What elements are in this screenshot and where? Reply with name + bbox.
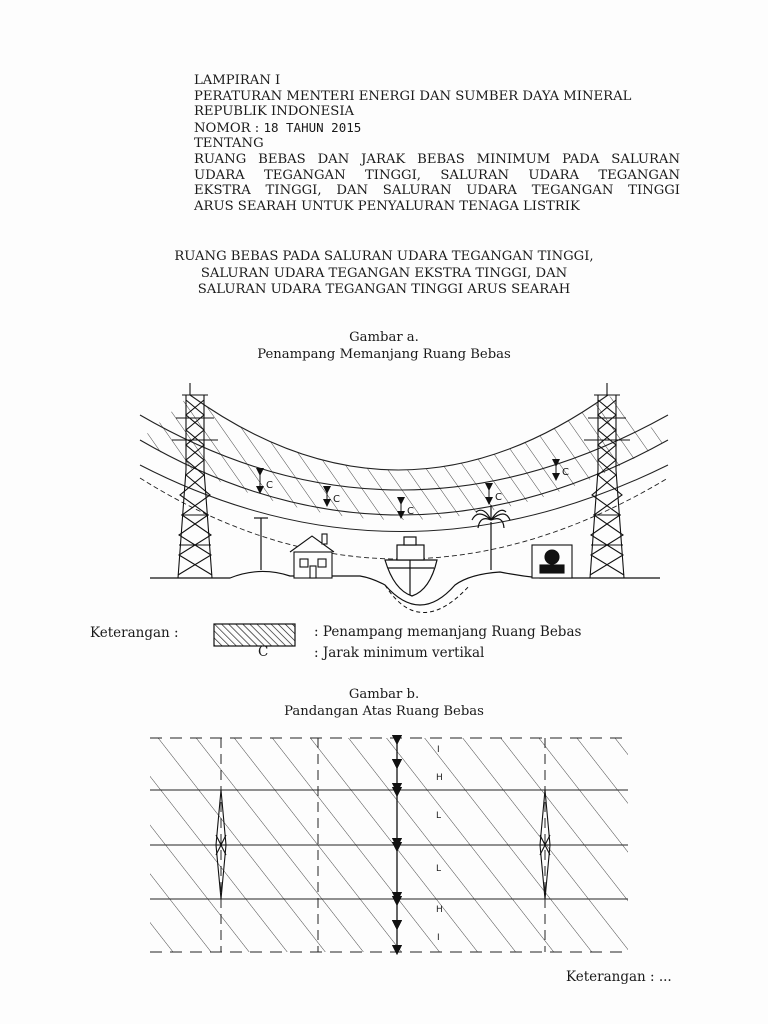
dim-label-3: L [436,811,442,821]
dim-label-6: I [437,933,440,943]
subject-line-3: EKSTRA TINGGI, DAN SALURAN UDARA TEGANGAN TINGGI [194,183,680,199]
header-line-1: LAMPIRAN I [194,73,281,88]
legend-hatch-desc: : Penampang memanjang Ruang Bebas [314,624,582,640]
legend-c-symbol: C [258,644,269,660]
header-line-2: PERATURAN MENTERI ENERGI DAN SUMBER DAYA MINERAL [194,88,632,104]
palm-tree-icon [472,505,510,570]
figure-b-label: Gambar b. [348,687,420,702]
legend-hatch-swatch [214,624,295,646]
title-line-1: RUANG BEBAS PADA SALURAN UDARA TEGANGAN TINGGI, [174,249,594,264]
c-label-5: C [562,467,569,478]
legend-label: Keterangan : [90,625,179,641]
dim-label-1: I [437,745,440,755]
figure-a-label: Gambar a. [349,330,419,345]
title-line-3: SALURAN UDARA TEGANGAN TINGGI ARUS SEARAH [197,282,571,297]
header-line-3: REPUBLIK INDONESIA [194,104,355,120]
figure-b-drawing [150,738,628,952]
footer-keterangan: Keterangan : ... [566,969,672,985]
clearance-band [140,395,668,520]
c-label-3: C [407,506,414,517]
train-icon [532,545,572,578]
figure-a-title: Penampang Memanjang Ruang Bebas [257,347,511,362]
nomor-value: 18 TAHUN 2015 [263,119,362,135]
dim-label-4: L [436,864,442,874]
figure-b-title: Pandangan Atas Ruang Bebas [284,704,484,719]
nomor-label: NOMOR : [194,120,260,136]
c-label-2: C [333,494,340,505]
utility-pole [254,518,268,570]
dim-label-5: H [436,905,443,915]
ship-icon [385,537,437,596]
subject-line-2: UDARA TEGANGAN TINGGI, SALURAN UDARA TEGANGAN [194,167,680,183]
subject-line-1: RUANG BEBAS DAN JARAK BEBAS MINIMUM PADA SALURAN [194,151,680,167]
legend-c-desc: : Jarak minimum vertikal [314,645,485,661]
subject-line-4: ARUS SEARAH UNTUK PENYALURAN TENAGA LISTRIK [194,198,580,214]
figure-b-caption [0,686,768,720]
dim-label-2: H [436,773,443,783]
header-tentang: TENTANG [194,136,264,152]
c-label-1: C [266,480,273,491]
c-label-4: C [495,492,502,503]
title-line-2: SALURAN UDARA TEGANGAN EKSTRA TINGGI, DAN [200,265,568,281]
house-icon [290,534,334,578]
river-bed [385,585,470,613]
